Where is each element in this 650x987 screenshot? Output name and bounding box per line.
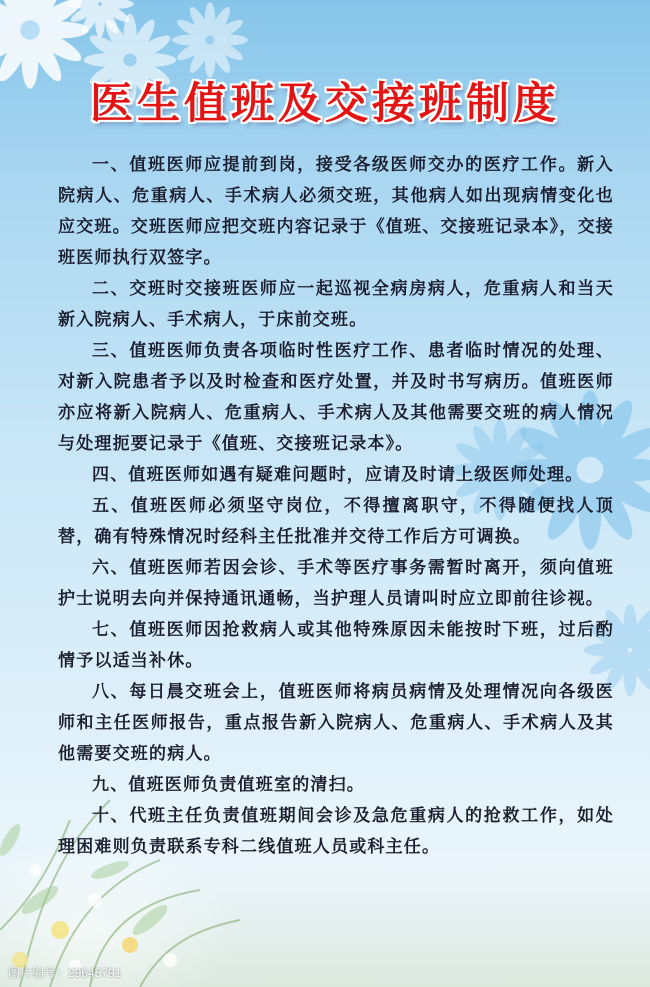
regulation-paragraph: 七、值班医师因抢救病人或其他特殊原因未能按时下班，过后酌情予以适当补休。 bbox=[58, 620, 614, 671]
regulation-body bbox=[58, 150, 614, 863]
regulation-paragraph: 五、值班医师必须坚守岗位，不得擅离职守，不得随便找人顶替，确有特殊情况时经科主任批准并交待工作后方可调换。 bbox=[58, 496, 614, 547]
regulation-paragraph: 三、值班医师负责各项临时性医疗工作、患者临时情况的处理、对新入院患者予以及时检查和医疗处置，并及时书写病历。值班医师亦应将新入院病人、危重病人、手术病人及其他需要交班的病人情况与处理扼要记录于《值班、交接班记录本》。 bbox=[58, 341, 614, 454]
poster-title: 医生值班及交接班制度 bbox=[90, 79, 560, 129]
regulation-paragraph: 八、每日晨交班会上，值班医师将病员病情及处理情况向各级医师和主任医师报告，重点报告新入院病人、危重病人、手术病人及其他需要交班的病人。 bbox=[58, 682, 614, 764]
regulation-paragraph: 十、代班主任负责值班期间会诊及急危重病人的抢救工作，如处理困难则负责联系专科二线值班人员或科主任。 bbox=[58, 806, 614, 857]
regulation-paragraph: 四、值班医师如遇有疑难问题时，应请及时请上级医师处理。 bbox=[92, 465, 584, 485]
image-id-watermark: 图片编号：29645791 bbox=[8, 966, 122, 980]
flower-top-left-3 bbox=[172, 2, 248, 78]
regulation-paragraph: 六、值班医师若因会诊、手术等医疗事务需暂时离开，须向值班护士说明去向并保持通讯通畅，当护理人员请叫时应立即前往诊视。 bbox=[58, 558, 614, 609]
regulation-paragraph: 一、值班医师应提前到岗，接受各级医师交办的医疗工作。新入院病人、危重病人、手术病人必须交班，其他病人如出现病情变化也应交班。交班医师应把交班内容记录于《值班、交接班记录本》，交接班医师执行双签字。 bbox=[58, 155, 614, 268]
regulation-paragraph: 九、值班医师负责值班室的清扫。 bbox=[92, 775, 365, 795]
regulation-paragraph: 二、交班时交接班医师应一起巡视全病房病人，危重病人和当天新入院病人、手术病人，于床前交班。 bbox=[58, 279, 614, 330]
